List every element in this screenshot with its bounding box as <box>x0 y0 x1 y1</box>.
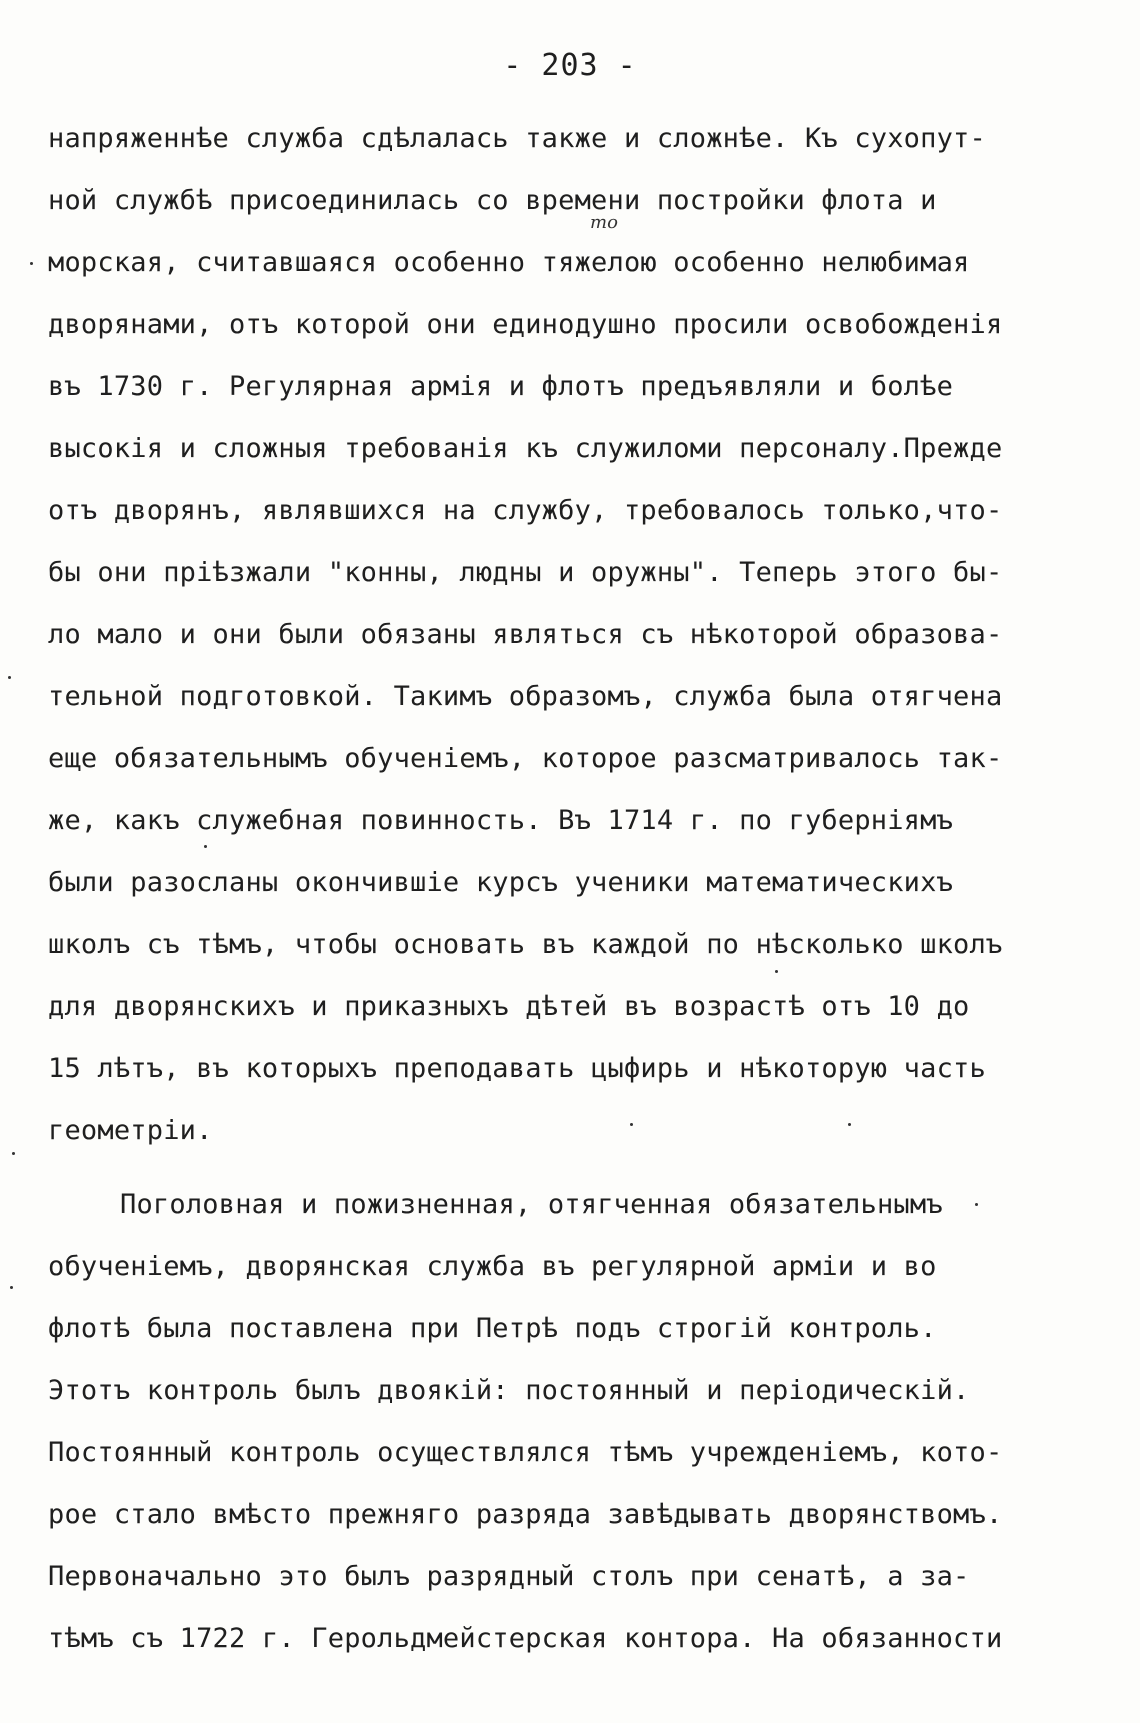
text-line: бы они пріѣзжали "конны, людны и оружны". Теперь этого бы- <box>48 557 1003 588</box>
scan-speck <box>775 970 778 973</box>
text-line: въ 1730 г. Регулярная армія и флотъ предъявляли и болѣе <box>48 371 954 402</box>
scan-speck <box>848 1123 851 1126</box>
text-line: 15 лѣтъ, въ которыхъ преподавать цыфирь и нѣкоторую часть <box>48 1053 986 1084</box>
text-line: тѣмъ съ 1722 г. Герольдмейстерская контора. На обязанности <box>48 1623 1003 1654</box>
text-line: школъ съ тѣмъ, чтобы основать въ каждой по нѣсколько школъ <box>48 929 1003 960</box>
text-line: Постоянный контроль осуществлялся тѣмъ учрежденіемъ, кото- <box>48 1437 1003 1468</box>
text-line: для дворянскихъ и приказныхъ дѣтей въ возрастѣ отъ 10 до <box>48 991 970 1022</box>
text-line: обученіемъ, дворянская служба въ регулярной арміи и во <box>48 1251 937 1282</box>
text-line: Поголовная и пожизненная, отягченная обязательнымъ <box>120 1189 943 1220</box>
page-number: - 203 - <box>503 48 637 83</box>
scan-speck <box>12 1152 15 1155</box>
scan-speck <box>630 1123 633 1126</box>
text-line: геометріи. <box>48 1115 213 1146</box>
scan-speck <box>975 1203 978 1206</box>
body-text <box>48 108 1028 1670</box>
paragraph-2 <box>48 1174 1028 1670</box>
text-line: еще обязательнымъ обученіемъ, которое разсматривалось так- <box>48 743 1003 774</box>
text-line: Этотъ контроль былъ двоякій: постоянный и періодическій. <box>48 1375 970 1406</box>
scan-speck <box>8 676 11 679</box>
scan-speck <box>30 262 33 265</box>
paragraph-1 <box>48 108 1028 1162</box>
text-line: отъ дворянъ, являвшихся на службу, требовалось только,что- <box>48 495 1003 526</box>
paragraph-gap <box>48 1162 1028 1174</box>
text-line: были разосланы окончившіе курсъ ученики математическихъ <box>48 867 954 898</box>
text-line: тельной подготовкой. Такимъ образомъ, служба была отягчена <box>48 681 1003 712</box>
text-line: флотѣ была поставлена при Петрѣ подъ строгій контроль. <box>48 1313 937 1344</box>
text-line: ной службѣ присоединилась со времени постройки флота и <box>48 185 937 216</box>
text-line: морская, считавшаяся особенно тяжелою особенно нелюбимая <box>48 247 970 278</box>
text-line: дворянами, отъ которой они единодушно просили освобожденія <box>48 309 1003 340</box>
handwritten-insert-mark: то <box>590 212 618 233</box>
text-line: рое стало вмѣсто прежняго разряда завѣдывать дворянствомъ. <box>48 1499 1003 1530</box>
text-line: же, какъ служебная повинность. Въ 1714 г. по губерніямъ <box>48 805 954 836</box>
text-line: напряженнѣе служба сдѣлалась также и сложнѣе. Къ сухопут- <box>48 123 986 154</box>
text-line: Первоначально это былъ разрядный столъ при сенатѣ, а за- <box>48 1561 970 1592</box>
scan-speck <box>10 1286 13 1289</box>
text-line: ло мало и они были обязаны являться съ нѣкоторой образова- <box>48 619 1003 650</box>
text-line: высокія и сложныя требованія къ служиломи персоналу.Прежде <box>48 433 1003 464</box>
scan-speck <box>204 845 207 848</box>
